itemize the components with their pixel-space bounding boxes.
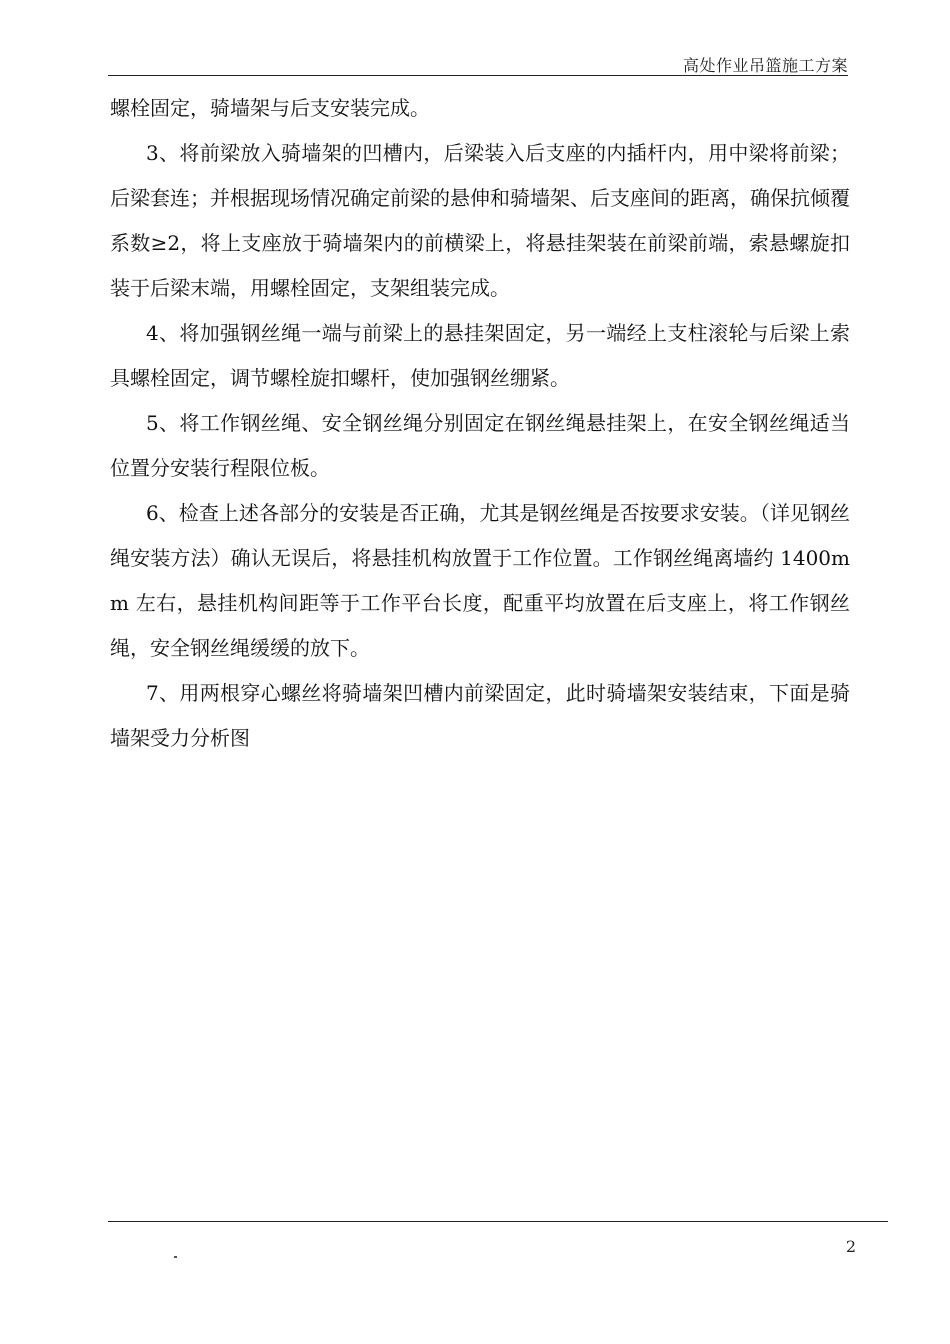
header-divider (108, 75, 848, 76)
paragraph-step-4: 4、将加强钢丝绳一端与前梁上的悬挂架固定，另一端经上支柱滚轮与后梁上索具螺栓固定，调节螺栓旋扣螺杆，使加强钢丝绷紧。 (110, 321, 850, 390)
header-title: 高处作业吊篮施工方案 (682, 56, 848, 75)
paragraph-step-3: 3、将前梁放入骑墙架的凹槽内，后梁装入后支座的内插杆内，用中梁将前梁；后梁套连；并根据现场情况确定前梁的悬伸和骑墙架、后支座间的距离，确保抗倾覆系数≥2，将上支座放于骑墙架内的前横梁上，将悬挂架装在前梁前端，索悬螺旋扣装于后梁末端，用螺栓固定，支架组装完成。 (110, 141, 850, 300)
paragraph-continuation: 螺栓固定，骑墙架与后支安装完成。 (110, 96, 430, 120)
paragraph-step-5: 5、将工作钢丝绳、安全钢丝绳分别固定在钢丝绳悬挂架上，在安全钢丝绳适当位置分安装行程限位板。 (110, 411, 850, 480)
footer-divider (108, 1221, 888, 1222)
footer-dot-mark (174, 1256, 177, 1258)
body-text (110, 86, 850, 761)
paragraph-step-6: 6、检查上述各部分的安装是否正确，尤其是钢丝绳是否按要求安装。（详见钢丝绳安装方法）确认无误后，将悬挂机构放置于工作位置。工作钢丝绳离墙约 1400mm 左右，悬挂机构间距等于工作平台长度，配重平均放置在后支座上，将工作钢丝绳，安全钢丝绳缓缓的放下。 (110, 501, 850, 660)
page-number: 2 (845, 1237, 856, 1256)
paragraph-step-7: 7、用两根穿心螺丝将骑墙架凹槽内前梁固定，此时骑墙架安装结束，下面是骑墙架受力分析图 (110, 681, 850, 750)
